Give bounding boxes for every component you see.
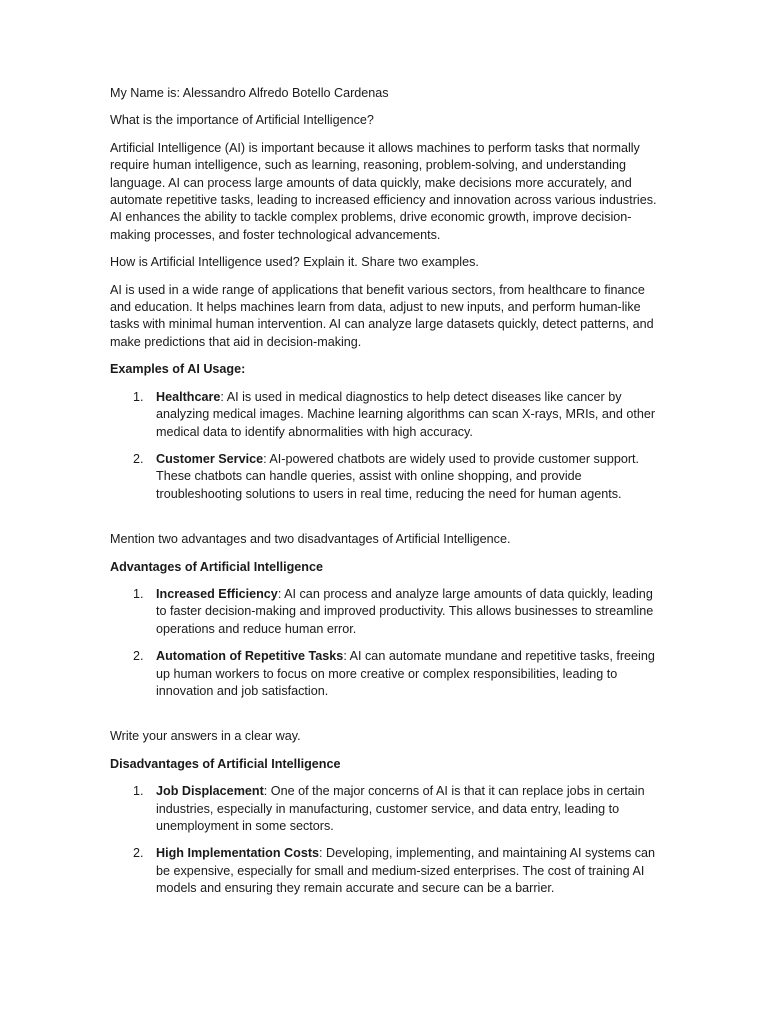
list-item xyxy=(110,845,660,897)
answer-importance: Artificial Intelligence (AI) is important because it allows machines to perform tasks that normally require human intelligence, such as learning, reasoning, problem-solving, and understanding language. AI can process large amounts of data quickly, make decisions more accurately, and automate repetitive tasks, leading to increased efficiency and innovation across various industries. AI enhances the ability to tackle complex problems, drive economic growth, improve decision-making processes, and foster technological advancements. xyxy=(110,140,657,242)
list-text: : One of the major concerns of AI is that it can replace jobs in certain industries, especially in manufacturing, customer service, and data entry, leading to unemployment in some sectors. xyxy=(156,784,645,833)
list-term: Healthcare xyxy=(156,389,221,404)
advantages-list xyxy=(110,586,660,700)
list-number: 1. xyxy=(133,586,144,601)
list-term: Job Displacement xyxy=(156,784,264,799)
list-number: 1. xyxy=(133,389,144,404)
question-importance: What is the importance of Artificial Intelligence? xyxy=(110,113,374,128)
list-text: : AI-powered chatbots are widely used to provide customer support. These chatbots can handle queries, assist with online shopping, and provide troubleshooting solutions to users in real time, reducing the need for human agents. xyxy=(156,451,640,501)
instruction-line: Write your answers in a clear way. xyxy=(110,729,301,744)
list-text: : AI is used in medical diagnostics to help detect diseases like cancer by analyzing medical images. Machine learning algorithms can scan X-rays, MRIs, and other medical data to identify abnormalities with high accuracy. xyxy=(156,389,656,439)
list-number: 1. xyxy=(133,784,144,799)
list-text: : AI can automate mundane and repetitive tasks, freeing up human workers to focus on more creative or complex responsibilities, leading to innovation and job satisfaction. xyxy=(156,649,655,698)
list-term: Customer Service xyxy=(156,451,264,466)
spacer xyxy=(110,710,660,728)
question-usage: How is Artificial Intelligence used? Explain it. Share two examples. xyxy=(110,255,479,270)
list-number: 2. xyxy=(133,451,144,466)
list-item xyxy=(110,389,660,441)
question-advantages-disadvantages: Mention two advantages and two disadvantages of Artificial Intelligence. xyxy=(110,532,511,547)
name-line: My Name is: Alessandro Alfredo Botello Cardenas xyxy=(110,86,389,100)
examples-list xyxy=(110,389,660,503)
document-page xyxy=(110,85,660,908)
list-item xyxy=(110,451,660,503)
list-text: : Developing, implementing, and maintaining AI systems can be expensive, especially for small and medium-sized enterprises. The cost of training AI models and ensuring they remain accurate and secure can be a barrier. xyxy=(156,846,656,896)
list-term: High Implementation Costs xyxy=(156,846,320,861)
list-term: Automation of Repetitive Tasks xyxy=(156,649,344,664)
disadvantages-list xyxy=(110,783,660,897)
answer-usage: AI is used in a wide range of applications that benefit various sectors, from healthcare to finance and education. It helps machines learn from data, adjust to new inputs, and perform human-like tasks with minimal human intervention. AI can analyze large datasets quickly, detect patterns, and make predictions that aid in decision-making. xyxy=(110,282,654,349)
list-item xyxy=(110,586,660,638)
examples-heading: Examples of AI Usage: xyxy=(110,362,246,377)
advantages-heading: Advantages of Artificial Intelligence xyxy=(110,559,323,574)
disadvantages-heading: Disadvantages of Artificial Intelligence xyxy=(110,756,341,771)
list-number: 2. xyxy=(133,649,144,664)
list-item xyxy=(110,783,660,835)
list-item xyxy=(110,648,660,700)
list-text: : AI can process and analyze large amounts of data quickly, leading to faster decision-making and improved productivity. This allows businesses to streamline operations and reduce human error. xyxy=(156,586,654,636)
spacer xyxy=(110,513,660,531)
list-term: Increased Efficiency xyxy=(156,586,278,601)
list-number: 2. xyxy=(133,846,144,861)
